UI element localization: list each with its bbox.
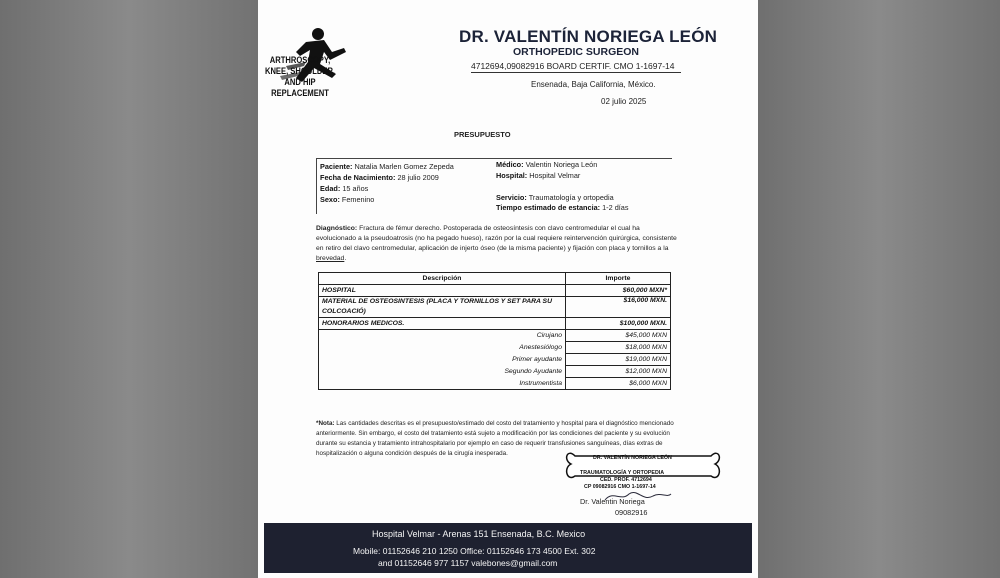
- stamp-line: CED. PROF. 4712694: [600, 477, 652, 483]
- diagnosis-paragraph: [316, 224, 678, 264]
- stamp-line: DR. VALENTÍN NORIEGA LEÓN: [593, 455, 672, 461]
- patient-name-row: [320, 162, 454, 171]
- label: Paciente:: [320, 162, 353, 171]
- fee-amount: $12,000 MXN: [566, 366, 671, 378]
- hospital-row: [496, 171, 580, 180]
- fee-amount: $45,000 MXN: [566, 330, 671, 342]
- signature-number: 09082916: [615, 508, 648, 517]
- label: Médico:: [496, 160, 524, 169]
- document-title: PRESUPUESTO: [454, 130, 511, 139]
- stay-value: 1-2 días: [602, 203, 629, 212]
- service-row: [496, 193, 614, 202]
- patient-age: 15 años: [342, 184, 369, 193]
- table-row: [319, 342, 671, 354]
- table-header-row: [319, 273, 671, 285]
- patient-age-row: [320, 184, 368, 193]
- board-certification: 4712694,09082916 BOARD CERTIF. CMO 1-1697-14: [471, 61, 675, 71]
- note-text: Las cantidades descritas es el presupuesto/estimado del costo del tratamiento y hospital para el diagnóstico mencionado anteriormente. Sin embargo, el costo del tratamiento está sujeto a modificación por las condiciones del paciente y su evolución durante su estancia y tratamiento intrahospitalario por ejemplo en caso de requerir transfusiones sanguíneas, días extras de hospitalización o alguna condición después de la cirugía inesperada.: [316, 420, 674, 457]
- doctor-row: [496, 160, 597, 169]
- table-row: [319, 297, 671, 318]
- fee-role: Segundo Ayudante: [319, 366, 566, 378]
- divider: [471, 72, 681, 73]
- item-amount: $16,000 MXN.: [566, 297, 671, 318]
- background-right: [758, 0, 1000, 578]
- budget-table: [318, 272, 671, 390]
- fee-role: Instrumentista: [319, 378, 566, 390]
- service-value: Traumatología y ortopedia: [528, 193, 614, 202]
- table-row: [319, 330, 671, 342]
- label: Tiempo estimado de estancia:: [496, 203, 601, 212]
- patient-dob-row: [320, 173, 439, 182]
- fee-amount: $18,000 MXN: [566, 342, 671, 354]
- signature-name: Dr. Valentin Noriega: [580, 497, 645, 506]
- fee-role: Primer ayudante: [319, 354, 566, 366]
- background-left: [0, 0, 258, 578]
- patient-dob: 28 julio 2009: [397, 173, 439, 182]
- table-row: [319, 318, 671, 330]
- fee-amount: $19,000 MXN: [566, 354, 671, 366]
- stamp-line: TRAUMATOLOGÍA Y ORTOPEDIA: [580, 470, 665, 476]
- footer-bar: [264, 523, 752, 573]
- fee-amount: $6,000 MXN: [566, 378, 671, 390]
- patient-sex-row: [320, 195, 374, 204]
- footer-phones: Mobile: 01152646 210 1250 Office: 01152646 173 4500 Ext. 302: [353, 546, 596, 556]
- item-amount: $100,000 MXN.: [566, 318, 671, 330]
- footer-contact: and 01152646 977 1157 valebones@gmail.com: [378, 558, 558, 568]
- diagnosis-text: Fractura de fémur derecho. Postoperada de osteosíntesis con clavo centromedular el cual ha evolucionado a la pseudoatrosis (no ha pegado hueso), razón por la cual requiere reintervención quirúrgica, consistente en retiro del clavo centromedular, aplicación de injerto óseo (de la misma paciente) y fijación con placa y tornillos a la: [316, 225, 677, 252]
- table-row: [319, 378, 671, 390]
- fee-role: Cirujano: [319, 330, 566, 342]
- footer-address: Hospital Velmar - Arenas 151 Ensenada, B.C. Mexico: [372, 529, 586, 539]
- item-amount: $60,000 MXN*: [566, 285, 671, 297]
- item-description: MATERIAL DE OSTEOSINTESIS (PLACA Y TORNILLOS Y SET PARA SU COLCOACIÓ): [319, 297, 566, 318]
- fee-role: Anestesiólogo: [319, 342, 566, 354]
- column-header: Importe: [566, 273, 671, 285]
- table-row: [319, 366, 671, 378]
- label: Sexo:: [320, 195, 340, 204]
- patient-sex: Femenino: [341, 195, 375, 204]
- item-description: HONORARIOS MEDICOS.: [319, 318, 566, 330]
- stay-row: [496, 203, 629, 212]
- diagnosis-end: .: [344, 255, 347, 262]
- stamp-line: CP 09082916 CMO 1-1697-14: [584, 484, 656, 490]
- specialty-title: ORTHOPEDIC SURGEON: [513, 46, 640, 58]
- label: Hospital:: [496, 171, 528, 180]
- document-page: [258, 0, 758, 578]
- table-row: [319, 354, 671, 366]
- column-header: Descripción: [319, 273, 566, 285]
- doctor-name-heading: DR. VALENTÍN NORIEGA LEÓN: [459, 27, 718, 46]
- label: Fecha de Nacimiento:: [320, 173, 396, 182]
- table-row: [319, 285, 671, 297]
- city: Ensenada, Baja California, México.: [531, 80, 656, 89]
- label: Edad:: [320, 184, 341, 193]
- doctor-value: Valentin Noriega León: [525, 160, 598, 169]
- note-label: *Nota:: [316, 420, 335, 427]
- hospital-value: Hospital Velmar: [529, 171, 581, 180]
- document-date: 02 julio 2025: [601, 97, 647, 106]
- patient-name: Natalia Marlen Gomez Zepeda: [354, 162, 454, 171]
- diagnosis-underlined-word: brevedad: [316, 255, 345, 262]
- diagnosis-label: Diagnóstico:: [316, 225, 358, 232]
- item-description: HOSPITAL: [319, 285, 566, 297]
- label: Servicio:: [496, 193, 527, 202]
- logo-text: ARTHROSCOPY, KNEE, SHOULDER, AND HIP REPLACEMENT: [264, 55, 336, 99]
